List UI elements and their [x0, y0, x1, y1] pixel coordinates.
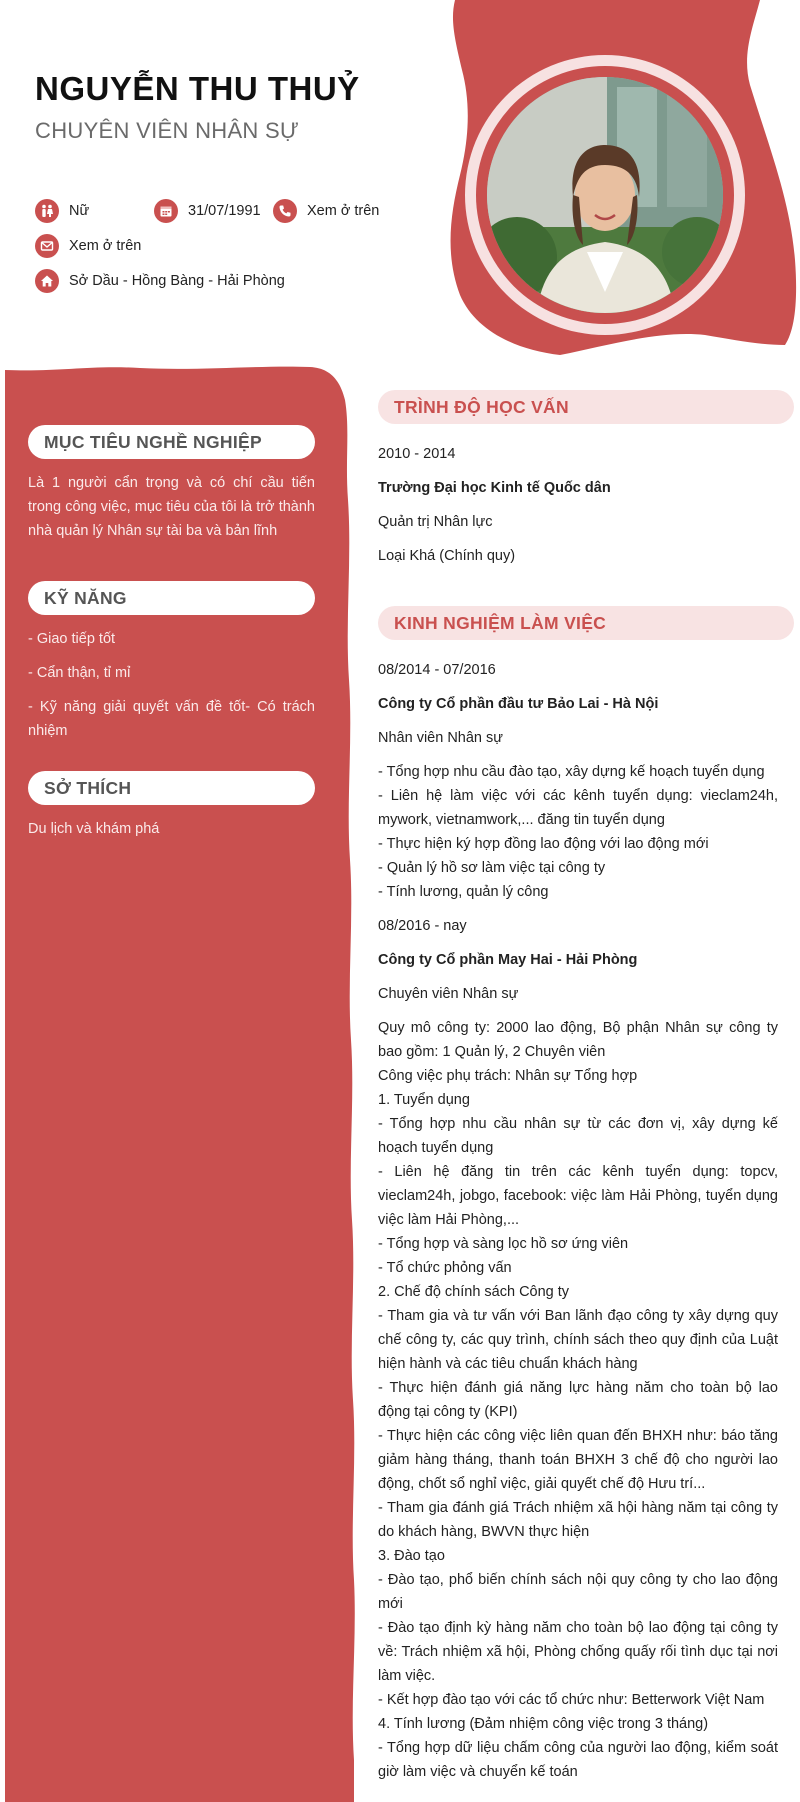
- job-period: 08/2016 - nay: [378, 918, 467, 934]
- job-detail-line: - Tổng hợp nhu cầu nhân sự từ các đơn vị, xây dựng kế hoạch tuyển dụng: [378, 1116, 778, 1156]
- email-icon: [35, 234, 59, 258]
- job-detail-line: - Liên hệ đăng tin trên các kênh tuyển dụng: topcv, vieclam24h, jobgo, facebook: việc làm Hải Phòng, tuyển dụng việc làm Hải Phòng,...: [378, 1164, 778, 1228]
- gender-icon: [35, 199, 59, 223]
- job-detail-line: - Tham gia và tư vấn với Ban lãnh đạo công ty xây dựng quy chế công ty, các quy trình, chính sách theo quy định của Luật hiện hành và các tiêu chuẩn khách hàng: [378, 1308, 778, 1372]
- job-period: 08/2014 - 07/2016: [378, 662, 496, 678]
- education-major: Quản trị Nhân lực: [378, 514, 493, 530]
- phone-icon: [273, 199, 297, 223]
- job-position: Chuyên viên Nhân sự: [378, 986, 519, 1002]
- calendar-icon: [154, 199, 178, 223]
- job-detail-line: - Tổng hợp nhu cầu đào tạo, xây dựng kế hoạch tuyển dụng: [378, 764, 765, 780]
- job-title: CHUYÊN VIÊN NHÂN SỰ: [35, 118, 300, 143]
- skill-item: - Kỹ năng giải quyết vấn đề tốt- Có trách nhiệm: [28, 699, 315, 739]
- skill-item: - Cẩn thận, tỉ mỉ: [28, 665, 131, 681]
- job-detail-line: - Thực hiện các công việc liên quan đến BHXH như: báo tăng giảm hàng tháng, thanh toán BHXH 3 chế độ cho người lao động, chốt sổ nghỉ việc, giải quyết chế độ Hưu trí...: [378, 1428, 778, 1492]
- job-detail-line: - Tổng hợp và sàng lọc hồ sơ ứng viên: [378, 1236, 629, 1252]
- header: [35, 70, 360, 144]
- address-value: Sở Dầu - Hồng Bàng - Hải Phòng: [69, 273, 285, 289]
- birthday-value: 31/07/1991: [188, 203, 261, 219]
- job-detail-line: - Tính lương, quản lý công: [378, 884, 549, 900]
- skill-item: - Giao tiếp tốt: [28, 631, 116, 647]
- job-detail-line: 1. Tuyển dụng: [378, 1092, 470, 1108]
- left-column: [28, 425, 315, 841]
- hobbies-text: Du lịch và khám phá: [28, 821, 160, 837]
- job-detail-line: - Đào tạo, phổ biến chính sách nội quy công ty cho lao động mới: [378, 1572, 778, 1612]
- hobbies-heading: SỞ THÍCH: [28, 771, 315, 805]
- job-detail-line: - Thực hiện ký hợp đồng lao động với lao động mới: [378, 836, 709, 852]
- job-company: Công ty Cổ phần May Hai - Hải Phòng: [378, 952, 638, 968]
- candidate-name: NGUYỄN THU THUỶ: [35, 70, 360, 107]
- contact-email: [35, 234, 141, 258]
- contact-birthday: [154, 199, 261, 223]
- job-detail-line: - Tổng hợp dữ liệu chấm công của người lao động, kiểm soát giờ làm việc và chuyển kế toán: [378, 1740, 778, 1780]
- education-school: Trường Đại học Kinh tế Quốc dân: [378, 480, 611, 496]
- phone-value: Xem ở trên: [307, 203, 380, 219]
- job-detail-line: - Tham gia đánh giá Trách nhiệm xã hội hàng năm tại công ty do khách hàng, BWVN thực hiện: [378, 1500, 778, 1540]
- job-detail-line: Công việc phụ trách: Nhân sự Tổng hợp: [378, 1068, 638, 1084]
- job-detail-line: - Kết hợp đào tạo với các tổ chức như: Betterwork Việt Nam: [378, 1692, 765, 1708]
- job-detail-line: Quy mô công ty: 2000 lao động, Bộ phận Nhân sự công ty bao gồm: 1 Quản lý, 2 Chuyên viên: [378, 1020, 778, 1060]
- objective-text: Là 1 người cẩn trọng và có chí cầu tiến trong công việc, mục tiêu của tôi là trở thành nhà quản lý Nhân sự tài ba và bản lĩnh: [28, 475, 315, 539]
- job-detail-line: 2. Chế độ chính sách Công ty: [378, 1284, 570, 1300]
- job-detail-line: - Tổ chức phỏng vấn: [378, 1260, 512, 1276]
- job-detail-line: - Đào tạo định kỳ hàng năm cho toàn bộ lao động tại công ty về: Trách nhiệm xã hội, Phòng chống quấy rối tình dục tại nơi làm việc.: [378, 1620, 778, 1684]
- education-grade: Loại Khá (Chính quy): [378, 548, 516, 564]
- job-detail-line: - Liên hệ làm việc với các kênh tuyển dụng: vieclam24h, mywork, vietnamwork,... đăng tin tuyển dụng: [378, 788, 778, 828]
- job-entry: [378, 658, 778, 904]
- skills-heading: KỸ NĂNG: [28, 581, 315, 615]
- job-details: [378, 1016, 778, 1784]
- gender-value: Nữ: [69, 203, 90, 219]
- job-position: Nhân viên Nhân sự: [378, 730, 503, 746]
- contact-address: [35, 269, 285, 293]
- education-heading: TRÌNH ĐỘ HỌC VẤN: [378, 390, 794, 424]
- job-company: Công ty Cổ phần đầu tư Bảo Lai - Hà Nội: [378, 696, 659, 712]
- job-detail-line: - Quản lý hồ sơ làm việc tại công ty: [378, 860, 606, 876]
- skills-list: [28, 627, 315, 743]
- job-detail-line: 4. Tính lương (Đảm nhiệm công việc trong 3 tháng): [378, 1716, 709, 1732]
- job-entry: [378, 914, 778, 1784]
- experience-heading: KINH NGHIỆM LÀM VIỆC: [378, 606, 794, 640]
- education-period: 2010 - 2014: [378, 446, 456, 462]
- objective-heading: MỤC TIÊU NGHỀ NGHIỆP: [28, 425, 315, 459]
- home-icon: [35, 269, 59, 293]
- email-value: Xem ở trên: [69, 238, 142, 254]
- contact-gender: [35, 199, 89, 223]
- right-column: [378, 390, 778, 1784]
- profile-photo-ring: [476, 66, 734, 324]
- profile-photo: [487, 77, 723, 313]
- job-details: [378, 760, 778, 904]
- job-detail-line: 3. Đào tạo: [378, 1548, 445, 1564]
- profile-photo-frame: [465, 55, 745, 335]
- job-detail-line: - Thực hiện đánh giá năng lực hàng năm cho toàn bộ lao động tại công ty (KPI): [378, 1380, 778, 1420]
- contact-phone: [273, 199, 379, 223]
